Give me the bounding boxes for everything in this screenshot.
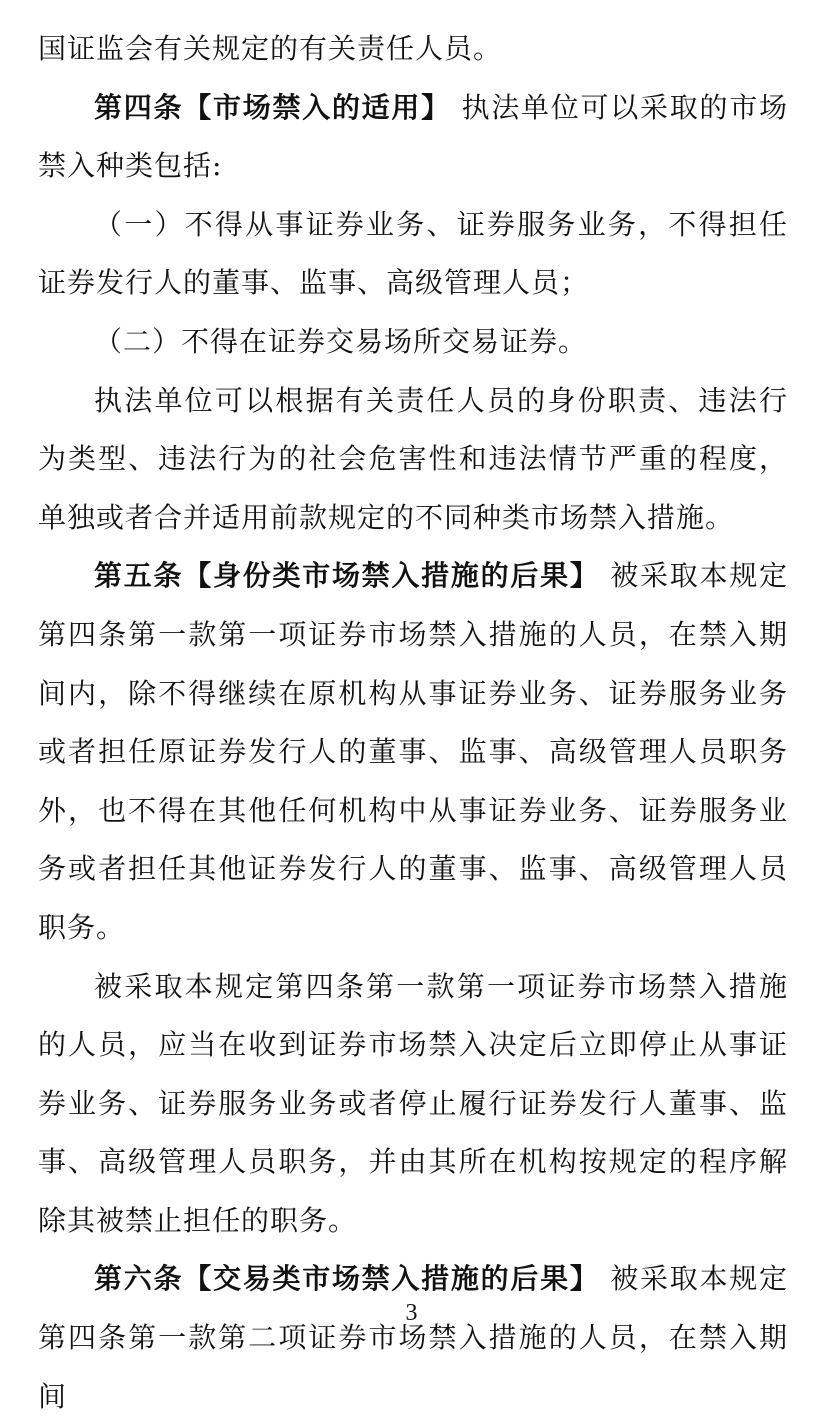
article-4-item-1: （一）不得从事证券业务、证券服务业务，不得担任证券发行人的董事、监事、高级管理人员；: [38, 207, 788, 300]
page-number: 3: [405, 1300, 418, 1326]
article-5-body: 被采取本规定第四条第一款第一项证券市场禁入措施的人员，在禁入期间内，除不得继续在原机构从事证券业务、证券服务业务或者担任原证券发行人的董事、监事、高级管理人员职务外，也不得在其他任何机构中从事证券业务、证券服务业务或者担任其他证券发行人的董事、监事、高级管理人员职务。: [38, 559, 788, 944]
article-6-paragraph: [38, 1250, 788, 1426]
article-4-body: 执法单位可以采取的市场禁入种类包括:: [38, 90, 788, 183]
article-5-paragraph: [38, 547, 788, 957]
article-4-item-2: （二）不得在证券交易场所交易证券。: [94, 324, 588, 358]
article-4-heading: 第四条【市场禁入的适用】: [94, 90, 451, 124]
article-4-paragraph: [38, 79, 788, 196]
article-6-body: 被采取本规定第四条第一款第二项证券市场禁入措施的人员，在禁入期间: [38, 1262, 788, 1413]
article-5-heading: 第五条【身份类市场禁入措施的后果】: [94, 559, 600, 593]
paragraph-continuation: 国证监会有关规定的有关责任人员。: [38, 32, 503, 65]
article-4-clause-2: 执法单位可以根据有关责任人员的身份职责、违法行为类型、违法行为的社会危害性和违法情节严重的程度，单独或者合并适用前款规定的不同种类市场禁入措施。: [38, 383, 788, 534]
article-5-clause-2: 被采取本规定第四条第一款第一项证券市场禁入措施的人员，应当在收到证券市场禁入决定后立即停止从事证券业务、证券服务业务或者停止履行证券发行人董事、监事、高级管理人员职务，并由其所在机构按规定的程序解除其被禁止担任的职务。: [38, 969, 788, 1237]
article-6-heading: 第六条【交易类市场禁入措施的后果】: [94, 1262, 600, 1296]
document-page: [38, 20, 788, 1426]
